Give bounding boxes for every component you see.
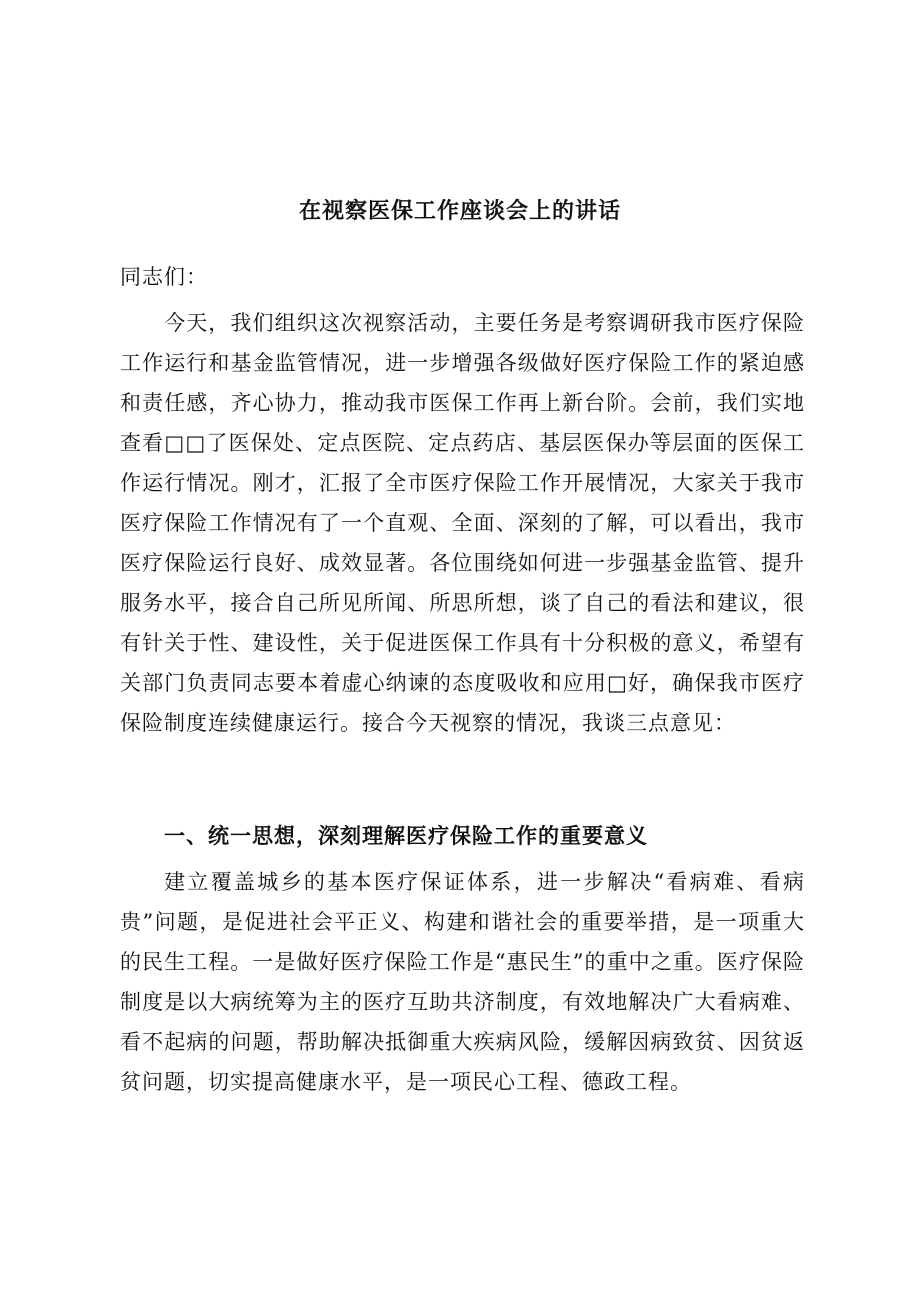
salutation: 同志们： — [120, 265, 208, 289]
section-heading-1: 一、统一思想，深刻理解医疗保险工作的重要意义 — [164, 824, 648, 848]
document-title: 在视察医保工作座谈会上的讲话 — [298, 199, 621, 224]
paragraph-2: 建立覆盖城乡的基本医疗保证体系，进一步解决“看病难、看病贵”问题，是促进社会平正义、构建和谐社会的重要举措，是一项重大的民生工程。一是做好医疗保险工作是“惠民生”的重中之重。医疗保险制度是以大病统筹为主的医疗互助共济制度，有效地解决广大看病难、看不起病的问题，帮助解决抵御重大疾病风险，缓解因病致贫、因贫返贫问题，切实提高健康水平，是一项民心工程、德政工程。 — [120, 870, 805, 1094]
paragraph-1: 今天，我们组织这次视察活动，主要任务是考察调研我市医疗保险工作运行和基金监管情况，进一步增强各级做好医疗保险工作的紧迫感和责任感，齐心协力，推动我市医保工作再上新台阶。会前，我们实地查看□□了医保处、定点医院、定点药店、基层医保办等层面的医保工作运行情况。刚才，汇报了全市医疗保险工作开展情况，大家关于我市医疗保险工作情况有了一个直观、全面、深刻的了解，可以看出，我市医疗保险运行良好、成效显著。各位围绕如何进一步强基金监管、提升服务水平，接合自己所见所闻、所思所想，谈了自己的看法和建议，很有针关于性、建设性，关于促进医保工作具有十分积极的意义，希望有关部门负责同志要本着虚心纳谏的态度吸收和应用□好，确保我市医疗保险制度连续健康运行。接合今天视察的情况，我谈三点意见： — [120, 311, 805, 735]
